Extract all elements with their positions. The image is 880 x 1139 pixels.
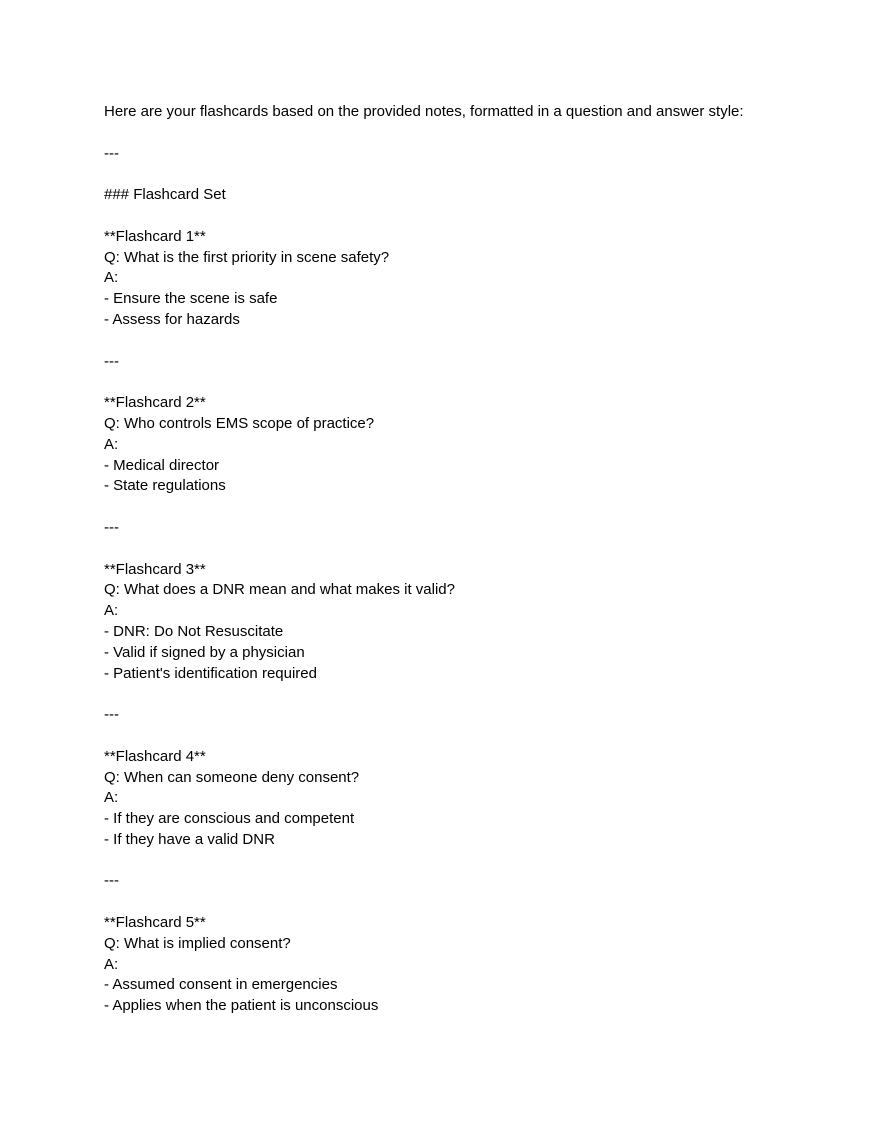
intro-text: Here are your flashcards based on the provided notes, formatted in a question and answer style: [104, 103, 744, 120]
blank-line [104, 164, 824, 185]
set-heading: ### Flashcard Set [104, 186, 226, 204]
flashcard-question: Q: What does a DNR mean and what makes it valid? [104, 581, 455, 599]
flashcard-title: **Flashcard 2** [104, 394, 206, 412]
separator: --- [104, 144, 119, 162]
flashcard-title: **Flashcard 4** [104, 747, 206, 765]
flashcard-answer-item: - State regulations [104, 477, 226, 495]
document-page [104, 102, 824, 1017]
flashcard-answer-label: A: [104, 269, 119, 287]
separator: --- [104, 352, 119, 370]
blank-line [104, 331, 824, 352]
flashcard-title: **Flashcard 1** [104, 227, 206, 245]
flashcard [104, 227, 824, 331]
separator: --- [104, 706, 119, 724]
flashcard-answer-item: - If they have a valid DNR [104, 830, 275, 848]
blank-line [104, 892, 824, 913]
flashcard-answer-item: - If they are conscious and competent [104, 810, 355, 828]
blank-line [104, 372, 824, 393]
flashcard-answer-item: - Medical director [104, 456, 220, 474]
flashcard-question: Q: Who controls EMS scope of practice? [104, 414, 375, 432]
flashcard-question: Q: When can someone deny consent? [104, 768, 360, 786]
flashcard-question: Q: What is implied consent? [104, 934, 291, 952]
flashcard-answer-item: - Ensure the scene is safe [104, 290, 278, 308]
flashcard-answer-item: - Applies when the patient is unconscious [104, 997, 379, 1015]
flashcard [104, 393, 824, 497]
flashcard-title: **Flashcard 3** [104, 560, 206, 578]
flashcard-answer-label: A: [104, 789, 119, 807]
flashcard [104, 560, 824, 685]
flashcard-answer-label: A: [104, 955, 119, 973]
flashcard-question: Q: What is the first priority in scene safety? [104, 248, 390, 266]
flashcard-title: **Flashcard 5** [104, 914, 206, 932]
flashcard-answer-item: - Valid if signed by a physician [104, 643, 305, 661]
separator: --- [104, 518, 119, 536]
blank-line [104, 497, 824, 518]
flashcard-answer-item: - Assumed consent in emergencies [104, 976, 338, 994]
flashcard-answer-item: - Patient's identification required [104, 664, 317, 682]
blank-line [104, 851, 824, 872]
flashcard [104, 747, 824, 851]
flashcard-answer-label: A: [104, 602, 119, 620]
blank-line [104, 206, 824, 227]
flashcard [104, 913, 824, 1017]
blank-line [104, 684, 824, 705]
flashcard-answer-item: - DNR: Do Not Resuscitate [104, 622, 284, 640]
blank-line [104, 539, 824, 560]
blank-line [104, 726, 824, 747]
flashcard-answer-item: - Assess for hazards [104, 310, 240, 328]
blank-line [104, 123, 824, 144]
separator: --- [104, 872, 119, 890]
flashcard-answer-label: A: [104, 435, 119, 453]
